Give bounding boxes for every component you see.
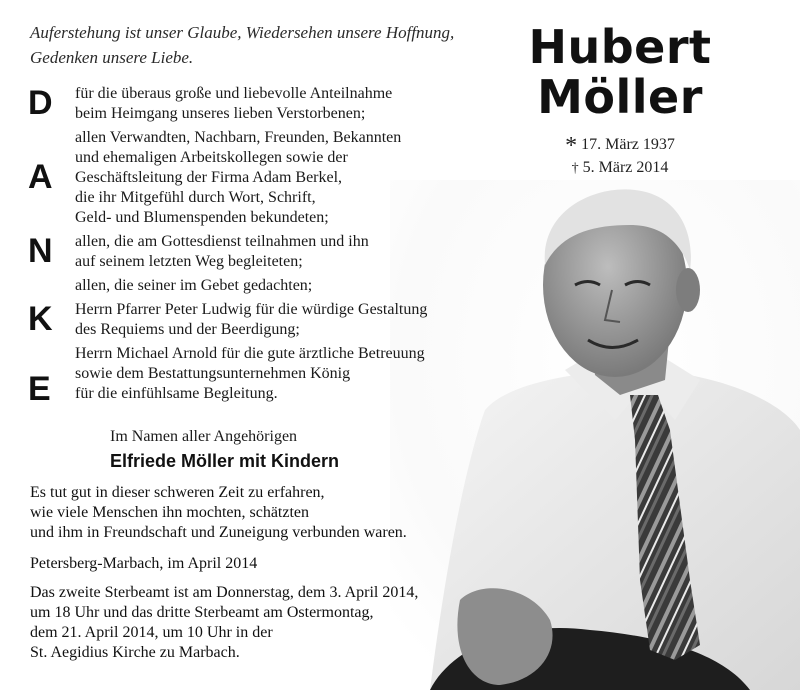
thanks-paragraph (75, 276, 495, 296)
thanks-paragraph (75, 128, 495, 228)
thanks-paragraph (75, 344, 495, 404)
thanks-line: allen, die seiner im Gebet gedachten; (75, 277, 313, 294)
danke-letter: N (28, 232, 53, 270)
service-line: St. Aegidius Kirche zu Marbach. (30, 644, 240, 661)
family-signature (110, 425, 339, 473)
motto-line: Gedenken unsere Liebe. (30, 48, 194, 67)
service-line: dem 21. April 2014, um 10 Uhr in der (30, 624, 273, 641)
birth-star-icon: * (565, 133, 578, 159)
danke-letter: A (28, 158, 53, 196)
thanks-line: auf seinem letzten Weg begleiteten; (75, 253, 303, 270)
thanks-line: Herrn Pfarrer Peter Ludwig für die würdige Gestaltung (75, 301, 428, 318)
deceased-name-block (520, 22, 720, 179)
thanks-line: beim Heimgang unseres lieben Verstorbenen; (75, 105, 366, 122)
life-dates (520, 134, 720, 179)
cross-icon: † (571, 161, 579, 176)
thanks-line: des Requiems und der Beerdigung; (75, 321, 300, 338)
quote-line: Es tut gut in dieser schweren Zeit zu erfahren, (30, 484, 325, 501)
service-info (30, 583, 490, 663)
thanks-line: die ihr Mitgefühl durch Wort, Schrift, (75, 189, 316, 206)
thanks-line: Geschäftsleitung der Firma Adam Berkel, (75, 169, 343, 186)
thanks-text (75, 84, 495, 408)
motto-line: Auferstehung ist unser Glaube, Wiedersehen unsere Hoffnung, (30, 23, 455, 42)
thanks-line: allen Verwandten, Nachbarn, Freunden, Bekannten (75, 129, 402, 146)
thanks-paragraph (75, 84, 495, 124)
birth-date-row (520, 134, 720, 157)
quote-line: wie viele Menschen ihn mochten, schätzten (30, 504, 310, 521)
death-date-row (520, 157, 720, 179)
thanks-line: für die einfühlsame Begleitung. (75, 385, 278, 402)
thanks-line: Geld- und Blumenspenden bekundeten; (75, 209, 329, 226)
service-line: Das zweite Sterbeamt ist am Donnerstag, dem 3. April 2014, (30, 584, 419, 601)
death-date: 5. März 2014 (582, 159, 669, 176)
birth-date: 17. März 1937 (581, 136, 675, 153)
last-name: Möller (537, 70, 703, 124)
motto (30, 20, 454, 70)
quote-line: und ihm in Freundschaft und Zuneigung verbunden waren. (30, 524, 407, 541)
danke-letter: E (28, 370, 51, 408)
thanks-paragraph (75, 232, 495, 272)
place-date: Petersberg-Marbach, im April 2014 (30, 555, 258, 572)
first-name: Hubert (528, 20, 712, 74)
thanks-line: sowie dem Bestattungsunternehmen König (75, 365, 351, 382)
danke-letter: K (28, 300, 53, 338)
thanks-line: für die überaus große und liebevolle Anteilnahme (75, 85, 393, 102)
service-line: um 18 Uhr und das dritte Sterbeamt am Ostermontag, (30, 604, 374, 621)
thanks-line: und ehemaligen Arbeitskollegen sowie der (75, 149, 348, 166)
thanks-paragraph (75, 300, 495, 340)
closing-quote (30, 483, 490, 543)
on-behalf-text: Im Namen aller Angehörigen (110, 428, 298, 445)
danke-letter: D (28, 84, 53, 122)
family-names: Elfriede Möller mit Kindern (110, 451, 340, 471)
thanks-line: Herrn Michael Arnold für die gute ärztliche Betreuung (75, 345, 425, 362)
thanks-line: allen, die am Gottesdienst teilnahmen und ihn (75, 233, 369, 250)
